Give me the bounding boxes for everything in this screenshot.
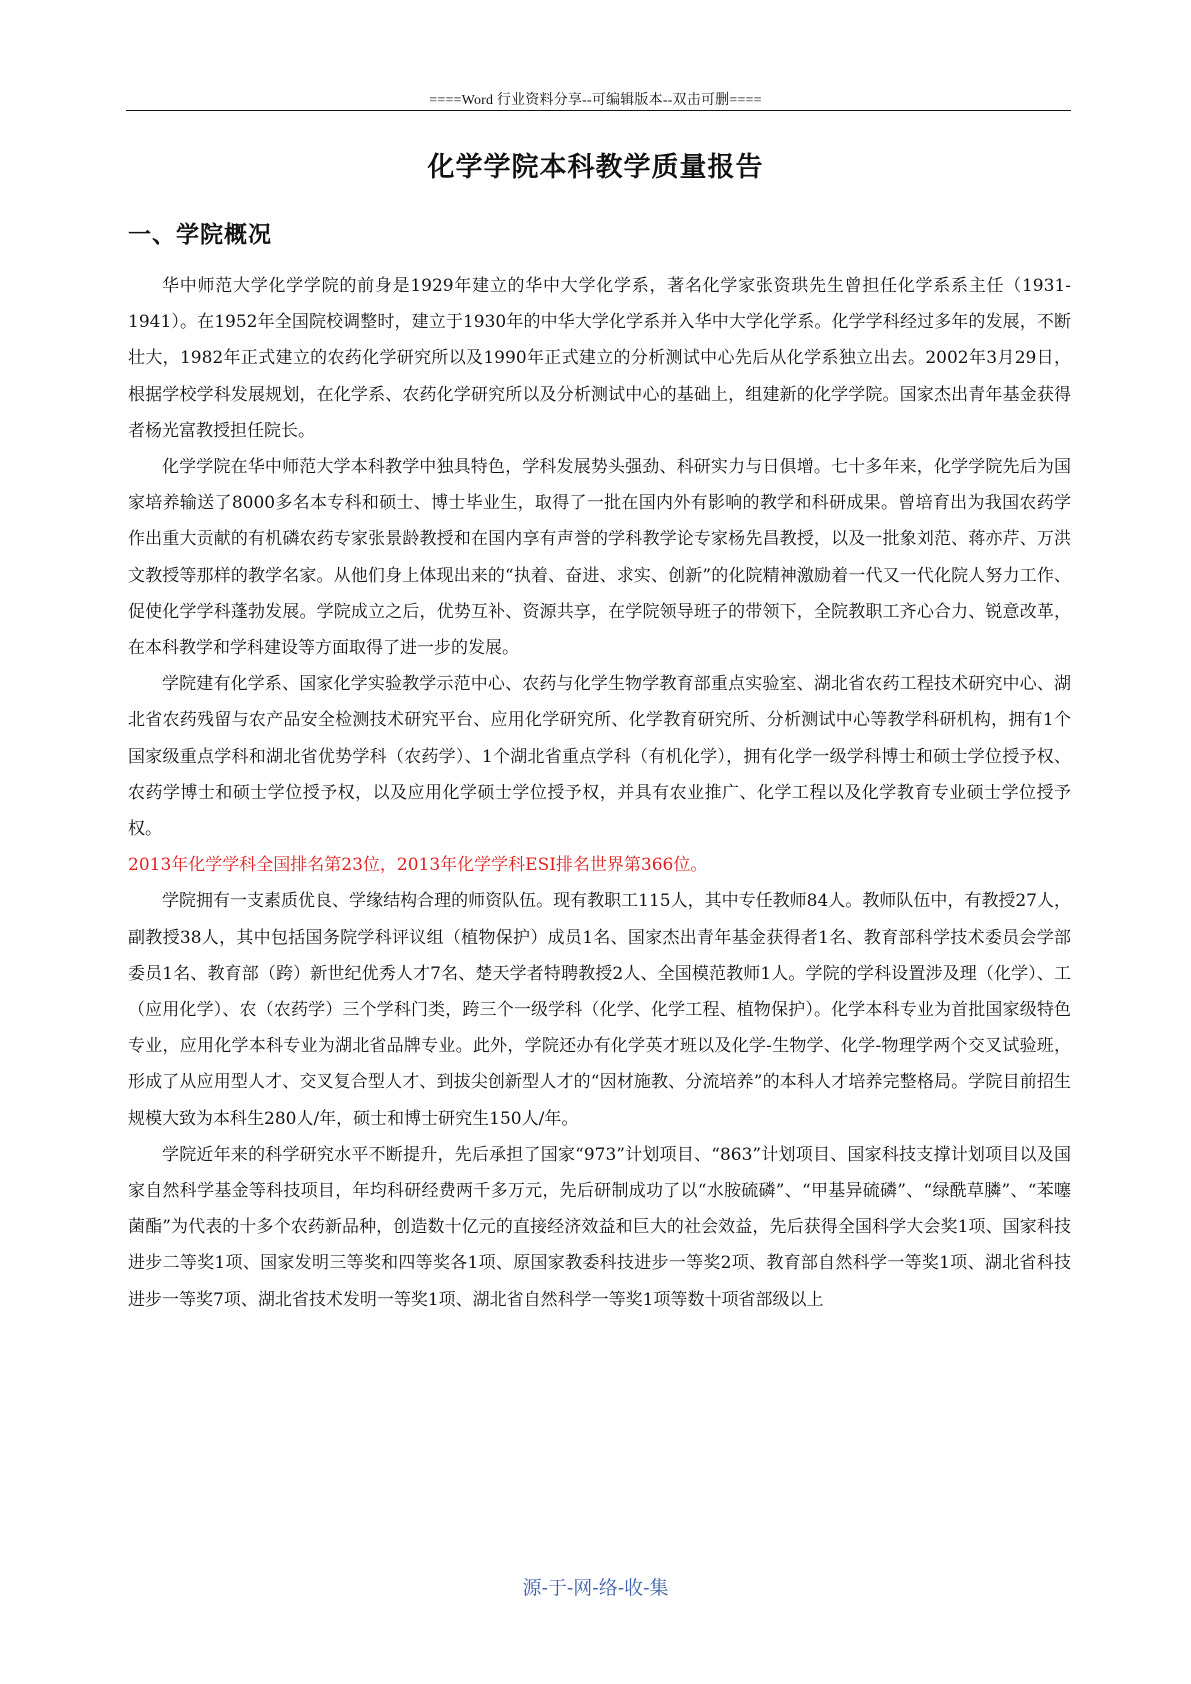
section-heading: 一、学院概况: [128, 222, 272, 248]
paragraph-research: 学院近年来的科学研究水平不断提升，先后承担了国家“973”计划项目、“863”计划项目、国家科技支撑计划项目以及国家自然科学基金等科技项目，年均科研经费两千多万元，先后研制成功了以“水胺硫磷”、“甲基异硫磷”、“绿酰草膦”、“苯噻菌酯”为代表的十多个农药新品种，创造数十亿元的直接经济效益和巨大的社会效益，先后获得全国科学大会奖1项、国家科技进步二等奖1项、国家发明三等奖和四等奖各1项、原国家教委科技进步一等奖2项、教育部自然科学一等奖1项、湖北省科技进步一等奖7项、湖北省技术发明一等奖1项、湖北省自然科学一等奖1项等数十项省部级以上: [128, 1144, 1071, 1310]
highlight-ranking-line: 2013年化学学科全国排名第23位，2013年化学学科ESI排名世界第366位。: [128, 855, 708, 876]
paragraph-history: 华中师范大学化学学院的前身是1929年建立的华中大学化学系，著名化学家张资珙先生曾担任化学系系主任（1931-1941）。在1952年全国院校调整时，建立于1930年的中华大学化学系并入华中大学化学系。化学学科经过多年的发展，不断壮大，1982年正式建立的农药化学研究所以及1990年正式建立的分析测试中心先后从化学系独立出去。2002年3月29日，根据学校学科发展规划，在化学系、农药化学研究所以及分析测试中心的基础上，组建新的化学学院。国家杰出青年基金获得者杨光富教授担任院长。: [128, 276, 1071, 441]
paragraph-institutions: 学院建有化学系、国家化学实验教学示范中心、农药与化学生物学教育部重点实验室、湖北省农药工程技术研究中心、湖北省农药残留与农产品安全检测技术研究平台、应用化学研究所、化学教育研究所、分析测试中心等教学科研机构，拥有1个国家级重点学科和湖北省优势学科（农药学）、1个湖北省重点学科（有机化学），拥有化学一级学科博士和硕士学位授予权、农药学博士和硕士学位授予权，以及应用化学硕士学位授予权，并具有农业推广、化学工程以及化学教育专业硕士学位授予权。: [128, 674, 1071, 840]
document-title: 化学学院本科教学质量报告: [427, 152, 764, 183]
page-footer: 源-于-网-络-收-集: [522, 1577, 669, 1599]
paragraph-features: 化学学院在华中师范大学本科教学中独具特色，学科发展势头强劲、科研实力与日俱增。七十多年来，化学学院先后为国家培养输送了8000多名本专科和硕士、博士毕业生，取得了一批在国内外有影响的教学和科研成果。曾培育出为我国农药学作出重大贡献的有机磷农药专家张景龄教授和在国内享有声誉的学科教学论专家杨先昌教授，以及一批象刘范、蒋亦芹、万洪文教授等那样的教学名家。从他们身上体现出来的“执着、奋进、求实、创新”的化院精神激励着一代又一代化院人努力工作、促使化学学科蓬勃发展。学院成立之后，优势互补、资源共享，在学院领导班子的带领下，全院教职工齐心合力、锐意改革，在本科教学和学科建设等方面取得了进一步的发展。: [128, 457, 1071, 659]
body-text: [128, 268, 1071, 1318]
page-header: ====Word 行业资料分享--可编辑版本--双击可删====: [429, 93, 762, 108]
paragraph-faculty: 学院拥有一支素质优良、学缘结构合理的师资队伍。现有教职工115人，其中专任教师84人。教师队伍中，有教授27人，副教授38人，其中包括国务院学科评议组（植物保护）成员1名、国家杰出青年基金获得者1名、教育部科学技术委员会学部委员1名、教育部（跨）新世纪优秀人才7名、楚天学者特聘教授2人、全国模范教师1人。学院的学科设置涉及理（化学）、工（应用化学）、农（农药学）三个学科门类，跨三个一级学科（化学、化学工程、植物保护）。化学本科专业为首批国家级特色专业，应用化学本科专业为湖北省品牌专业。此外，学院还办有化学英才班以及化学-生物学、化学-物理学两个交叉试验班，形成了从应用型人才、交叉复合型人才、到拔尖创新型人才的“因材施教、分流培养”的本科人才培养完整格局。学院目前招生规模大致为本科生280人/年，硕士和博士研究生150人/年。: [128, 891, 1071, 1129]
header-divider: [126, 110, 1071, 111]
